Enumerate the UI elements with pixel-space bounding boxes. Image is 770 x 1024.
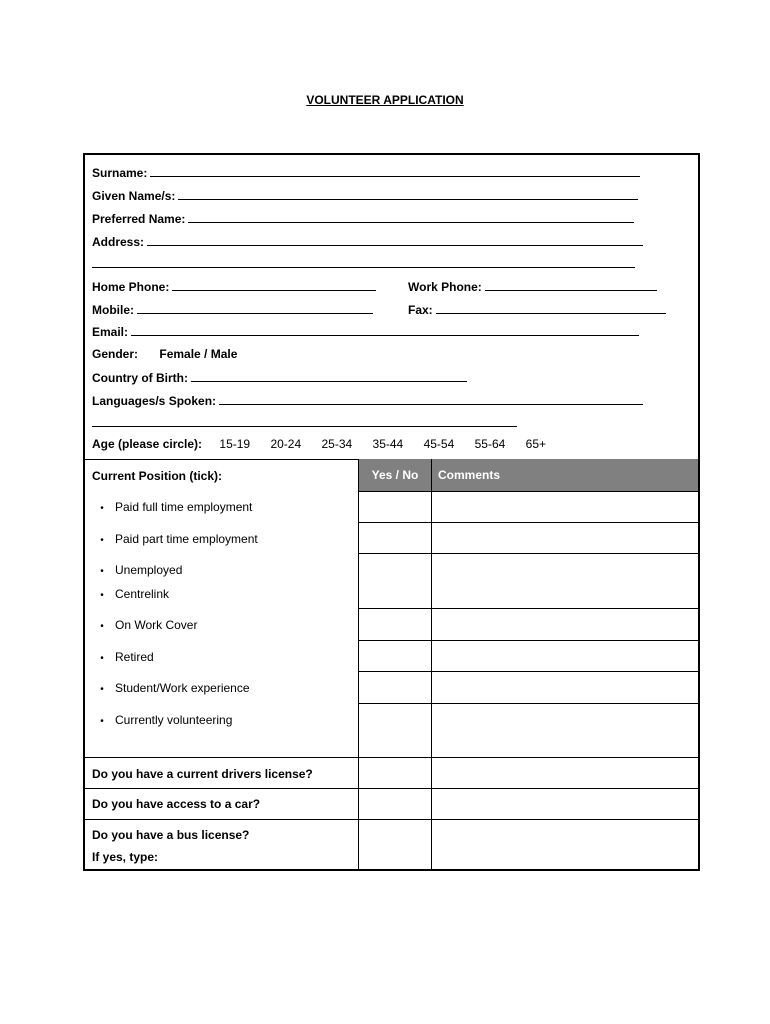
email-row	[92, 324, 639, 339]
address-field[interactable]	[147, 234, 643, 246]
row-divider	[85, 757, 698, 758]
yes-no-header: Yes / No	[359, 459, 431, 491]
country-of-birth-label: Country of Birth:	[92, 371, 188, 385]
age-label: Age (please circle):	[92, 437, 203, 451]
given-names-label: Given Name/s:	[92, 189, 176, 203]
home-phone-row	[92, 279, 376, 294]
age-option[interactable]: 65+	[525, 437, 547, 451]
age-option[interactable]: 15-19	[219, 437, 251, 451]
bus-type-question: If yes, type:	[92, 850, 159, 864]
surname-field[interactable]	[150, 165, 640, 177]
row-divider	[358, 491, 698, 492]
fax-field[interactable]	[436, 302, 666, 314]
home-phone-field[interactable]	[172, 279, 376, 291]
age-row	[92, 437, 546, 451]
mobile-field[interactable]	[137, 302, 373, 314]
list-item: • Student/Work experience	[100, 681, 250, 695]
work-phone-field[interactable]	[485, 279, 657, 291]
list-item: • Paid part time employment	[100, 532, 258, 546]
given-names-field[interactable]	[178, 188, 638, 200]
languages-field[interactable]	[219, 393, 643, 405]
country-of-birth-row	[92, 370, 467, 385]
languages-line-2	[92, 415, 517, 430]
fax-row	[408, 302, 666, 317]
mobile-row	[92, 302, 373, 317]
row-divider	[85, 819, 698, 820]
age-option[interactable]: 45-54	[423, 437, 455, 451]
current-position-header: Current Position (tick):	[92, 469, 223, 483]
age-option[interactable]: 35-44	[372, 437, 404, 451]
column-divider	[358, 459, 359, 869]
row-divider	[358, 608, 698, 609]
row-divider	[85, 788, 698, 789]
languages-label: Languages/s Spoken:	[92, 394, 217, 408]
languages-field-2[interactable]	[92, 415, 517, 427]
drivers-license-question: Do you have a current drivers license?	[92, 767, 313, 781]
address-label: Address:	[92, 235, 145, 249]
list-item: • Centrelink	[100, 587, 170, 601]
list-item: • On Work Cover	[100, 618, 198, 632]
list-item: • Currently volunteering	[100, 713, 233, 727]
country-of-birth-field[interactable]	[191, 370, 467, 382]
age-option[interactable]: 55-64	[474, 437, 506, 451]
bus-license-question: Do you have a bus license?	[92, 828, 250, 842]
work-phone-row	[408, 279, 657, 294]
surname-label: Surname:	[92, 166, 148, 180]
given-names-row	[92, 188, 638, 203]
preferred-name-label: Preferred Name:	[92, 212, 186, 226]
work-phone-label: Work Phone:	[408, 280, 482, 294]
fax-label: Fax:	[408, 303, 433, 317]
preferred-name-row	[92, 211, 634, 226]
preferred-name-field[interactable]	[188, 211, 634, 223]
age-option[interactable]: 20-24	[270, 437, 302, 451]
page-title: VOLUNTEER APPLICATION	[306, 93, 464, 107]
gender-label: Gender:	[92, 347, 139, 361]
home-phone-label: Home Phone:	[92, 280, 170, 294]
comments-header: Comments	[432, 459, 698, 491]
column-divider	[431, 459, 432, 869]
address-row	[92, 234, 643, 249]
row-divider	[358, 553, 698, 554]
row-divider	[358, 640, 698, 641]
age-option[interactable]: 25-34	[321, 437, 353, 451]
surname-row	[92, 165, 640, 180]
languages-row	[92, 393, 643, 408]
gender-options[interactable]: Female / Male	[159, 347, 238, 361]
mobile-label: Mobile:	[92, 303, 134, 317]
address-line-2	[92, 256, 635, 271]
row-divider	[358, 522, 698, 523]
car-access-question: Do you have access to a car?	[92, 797, 261, 811]
gender-row	[92, 347, 237, 361]
list-item: • Unemployed	[100, 563, 183, 577]
list-item: • Paid full time employment	[100, 500, 253, 514]
list-item: • Retired	[100, 650, 154, 664]
application-form	[83, 153, 700, 871]
row-divider	[358, 671, 698, 672]
email-label: Email:	[92, 325, 129, 339]
row-divider	[358, 703, 698, 704]
address-field-2[interactable]	[92, 256, 635, 268]
email-field[interactable]	[131, 324, 639, 336]
